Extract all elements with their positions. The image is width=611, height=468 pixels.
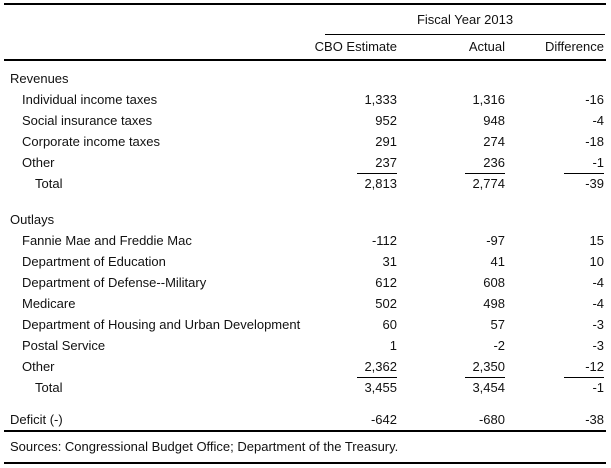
column-header-actual: Actual — [468, 39, 505, 54]
difference-cell: -38 — [585, 412, 604, 427]
row-label: Social insurance taxes — [22, 113, 153, 128]
row-label: Department of Education — [22, 254, 166, 269]
difference-cell: -4 — [592, 296, 604, 311]
actual-cell: 236 — [397, 152, 505, 173]
table-body — [4, 61, 606, 430]
row-label: Postal Service — [22, 338, 106, 353]
row-label: Department of Housing and Urban Development — [22, 317, 301, 332]
actual-cell: 274 — [483, 134, 505, 149]
sources-note: Sources: Congressional Budget Office; Department of the Treasury. — [4, 430, 606, 464]
column-header-difference: Difference — [544, 39, 604, 54]
difference-cell: -3 — [592, 338, 604, 353]
row-label: Fannie Mae and Freddie Mac — [22, 233, 192, 248]
cbo-estimate-cell: 291 — [375, 134, 397, 149]
actual-cell: 57 — [490, 317, 505, 332]
fiscal-year-spanner-title: Fiscal Year 2013 — [416, 12, 514, 27]
section-spacer — [4, 194, 604, 209]
difference-cell: -4 — [592, 275, 604, 290]
row-label: Other — [22, 155, 55, 170]
actual-cell: 498 — [483, 296, 505, 311]
cbo-estimate-cell: 2,362 — [311, 356, 397, 377]
section-label: Revenues — [10, 71, 69, 86]
actual-cell: -97 — [486, 233, 505, 248]
cbo-estimate-cell: -112 — [371, 233, 397, 248]
cbo-estimate-cell: 1 — [389, 338, 397, 353]
table-row — [4, 335, 604, 356]
table-row-revenues-total — [4, 173, 604, 194]
difference-cell: -18 — [585, 134, 604, 149]
table-row — [4, 110, 604, 131]
row-label: Corporate income taxes — [22, 134, 161, 149]
row-label: Department of Defense--Military — [22, 275, 207, 290]
difference-cell: -3 — [592, 317, 604, 332]
cbo-estimate-cell: 2,813 — [364, 176, 397, 191]
row-label: Deficit (-) — [10, 412, 63, 427]
actual-cell: 41 — [490, 254, 505, 269]
difference-cell: -39 — [585, 176, 604, 191]
actual-cell: 1,316 — [472, 92, 505, 107]
table-row — [4, 89, 604, 110]
difference-cell: -1 — [592, 380, 604, 395]
cbo-estimate-cell: 612 — [375, 275, 397, 290]
cbo-estimate-cell: 60 — [382, 317, 397, 332]
table-row-deficit — [4, 409, 604, 430]
actual-cell: -2 — [493, 338, 505, 353]
table-row — [4, 293, 604, 314]
difference-cell: -1 — [505, 152, 604, 173]
row-label: Other — [22, 359, 55, 374]
row-label: Medicare — [22, 296, 76, 311]
table-row — [4, 131, 604, 152]
table-row — [4, 356, 604, 377]
section-label: Outlays — [10, 212, 55, 227]
difference-cell: -4 — [592, 113, 604, 128]
cbo-estimate-cell: 31 — [382, 254, 397, 269]
difference-cell: 10 — [589, 254, 604, 269]
column-header-empty — [4, 35, 311, 59]
table-row — [4, 251, 604, 272]
cbo-estimate-cell: 3,455 — [364, 380, 397, 395]
difference-cell: 15 — [589, 233, 604, 248]
difference-cell: -12 — [505, 356, 604, 377]
actual-cell: -680 — [478, 412, 505, 427]
column-headers — [4, 35, 606, 61]
actual-cell: 2,350 — [397, 356, 505, 377]
cbo-estimate-cell: -642 — [370, 412, 397, 427]
table-row — [4, 314, 604, 335]
table-row — [4, 152, 604, 173]
cbo-estimate-cell: 237 — [311, 152, 397, 173]
cbo-estimate-cell: 1,333 — [364, 92, 397, 107]
actual-cell: 608 — [483, 275, 505, 290]
row-label: Total — [35, 176, 63, 191]
table-row-revenues-section — [4, 68, 604, 89]
actual-cell: 2,774 — [472, 176, 505, 191]
actual-cell: 3,454 — [472, 380, 505, 395]
section-spacer — [4, 398, 604, 409]
cbo-estimate-cell: 502 — [375, 296, 397, 311]
actual-cell: 948 — [483, 113, 505, 128]
column-header-cbo-estimate: CBO Estimate — [314, 39, 397, 54]
cbo-estimate-cell: 952 — [375, 113, 397, 128]
difference-cell: -16 — [585, 92, 604, 107]
row-label: Individual income taxes — [22, 92, 158, 107]
table-row-outlays-section — [4, 209, 604, 230]
table-row — [4, 230, 604, 251]
budget-table — [4, 3, 606, 464]
row-label: Total — [35, 380, 63, 395]
table-row — [4, 272, 604, 293]
table-row-outlays-total — [4, 377, 604, 398]
